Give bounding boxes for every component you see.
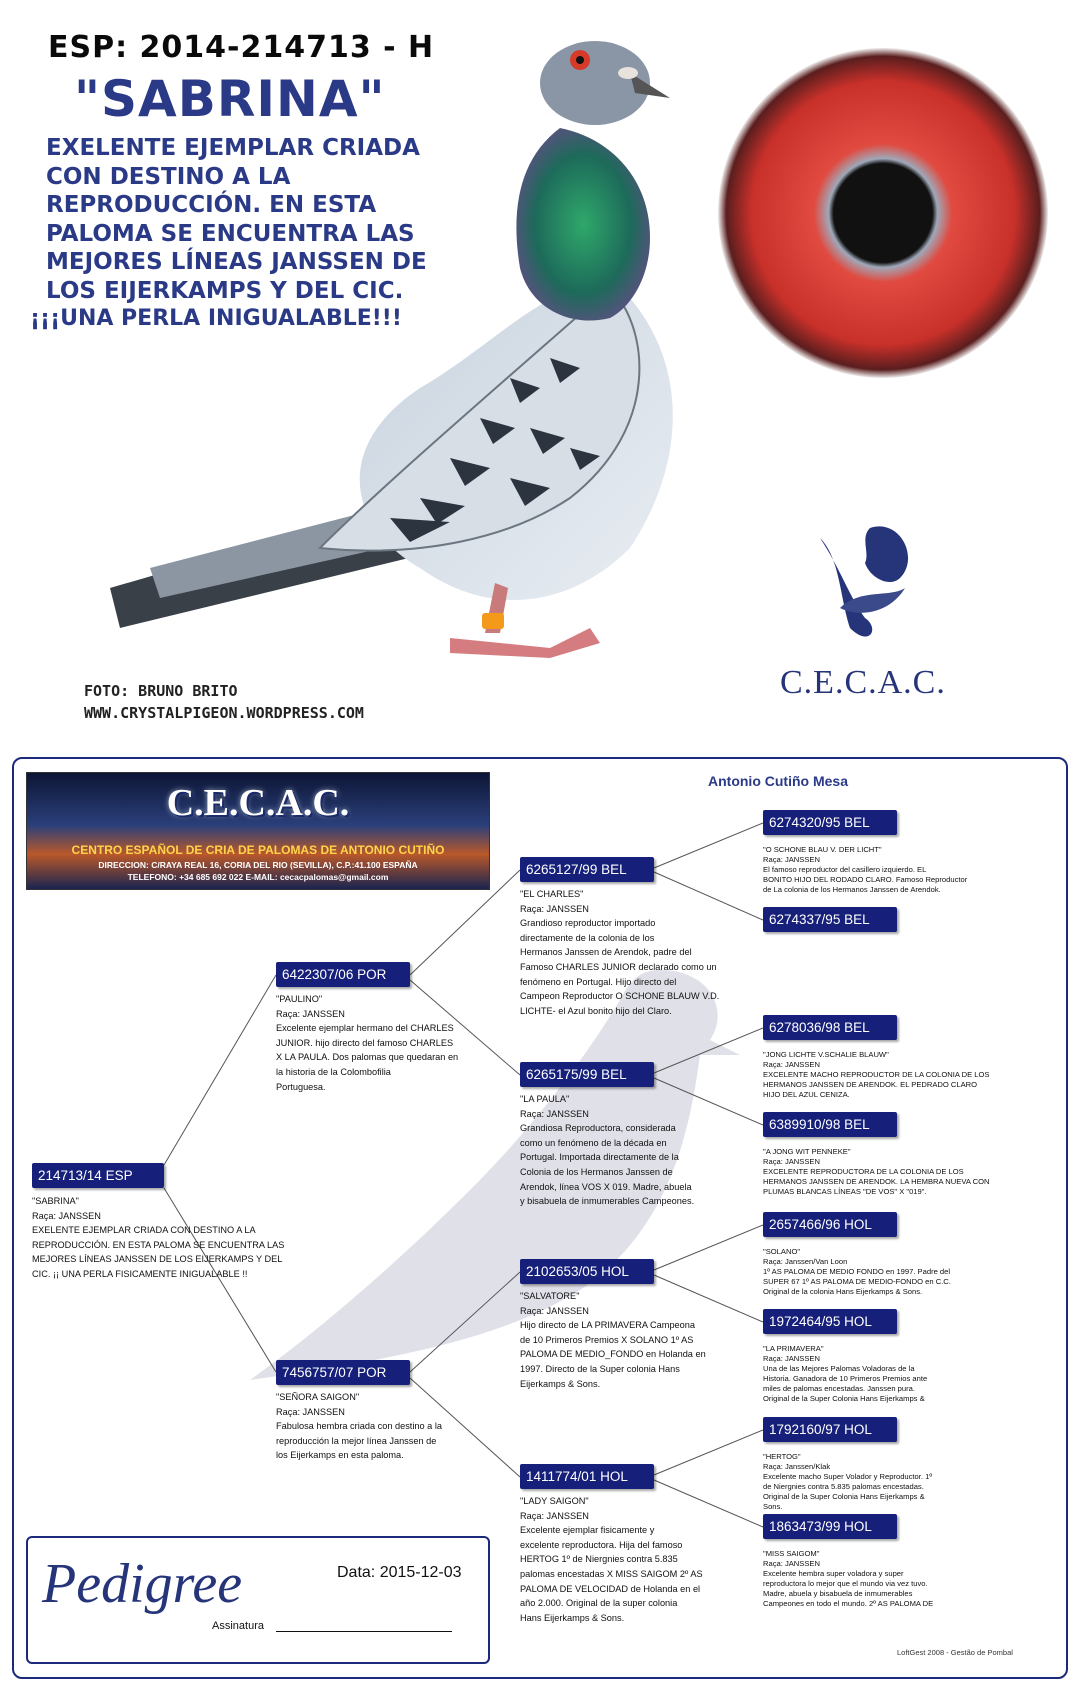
info-line: PLUMAS BLANCAS LÍNEAS "DE VOS" X "019". [763,1187,927,1196]
info-line: "HERTOG" [763,1452,801,1461]
cecac-banner [26,772,490,890]
info-line: "LA PAULA" [520,1094,570,1104]
info-line: excelente reproductora. Hija del famoso [520,1539,683,1550]
pedigree-box-sire[interactable]: 6422307/06 POR [276,962,410,987]
info-line: Excelente hembra super voladora y super [763,1569,904,1578]
info-line: LICHTE- el Azul bonito hijo del Claro. [520,1005,672,1016]
info-line: fenómeno en Portugal. Hijo directo del [520,976,677,987]
pedigree-box-dsd[interactable]: 1972464/95 HOL [763,1309,897,1334]
info-line: Campeon Reproductor O SCHONE BLAUW V.D. [520,991,720,1002]
description-line: REPRODUCCIÓN. EN ESTA [46,192,377,218]
website-link[interactable]: WWW.CRYSTALPIGEON.WORDPRESS.COM [84,704,364,722]
info-line: "PAULINO" [276,994,323,1004]
pedigree-box-subject[interactable]: 214713/14 ESP [32,1163,164,1188]
info-line: "SABRINA" [32,1196,79,1206]
pedigree-box-dss[interactable]: 2657466/96 HOL [763,1212,897,1237]
info-line: EXELENTE EJEMPLAR CRIADA CON DESTINO A LA [32,1225,256,1236]
ring-number: ESP: 2014-214713 - H [48,30,435,65]
info-line: Raça: JANSSEN [520,1510,589,1521]
pedigree-info-subject [32,1194,342,1282]
pedigree-info-sire-sire [520,887,720,1018]
info-line: Original de la colonia Hans Eijerkamps & Sons. [763,1287,923,1296]
tagline: ¡¡¡UNA PERLA INIGUALABLE!!! [30,306,402,331]
info-line: Raça: JANSSEN [763,1354,820,1363]
info-line: REPRODUCCIÓN. EN ESTA PALOMA SE ENCUENTRA LAS [32,1239,285,1250]
info-line: reproducción la mejor línea Janssen de [276,1435,437,1446]
description-line: CON DESTINO A LA [46,163,291,190]
pedigree-info-dds [763,1452,1003,1512]
info-line: CIC. ¡¡ UNA PERLA FISICAMENTE INIGUALABLE !! [32,1268,248,1279]
info-line: Raça: JANSSEN [763,1559,820,1568]
signature-line[interactable] [276,1631,452,1632]
info-line: Una de las Mejores Palomas Voladoras de la [763,1364,915,1373]
info-line: "EL CHARLES" [520,889,584,899]
pedigree-title: Pedigree [42,1553,243,1615]
info-line: Original de la Super Colonia Hans Eijerkamps & [763,1492,925,1501]
info-line: MEJORES LÍNEAS JANSSEN DE LOS EIJERKAMPS Y DEL [32,1254,283,1265]
info-line: como un fenómeno de la década en [520,1137,667,1148]
pedigree-box-ssd[interactable]: 6274337/95 BEL [763,907,897,932]
info-line: Excelente ejemplar hermano del CHARLES [276,1023,454,1034]
pedigree-info-dam [276,1390,466,1463]
banner-subtitle: CENTRO ESPAÑOL DE CRIA DE PALOMAS DE ANTONIO CUTIÑO [71,843,445,857]
info-line: Excelente macho Super Volador y Reproductor. 1º [763,1472,933,1481]
description-line: PALOMA SE ENCUENTRA LAS [46,220,415,247]
info-line: Hans Eijerkamps & Sons. [520,1612,625,1623]
pedigree-box-sdd[interactable]: 6389910/98 BEL [763,1112,897,1137]
info-line: Raça: Janssen/Van Loon [763,1257,848,1266]
info-line: BONITO HIJO DEL RODADO CLARO. Famoso Reproductor [763,875,968,884]
info-line: Original de la Super Colonia Hans Eijerkamps & [763,1394,925,1403]
pedigree-box-dam-sire[interactable]: 2102653/05 HOL [520,1259,654,1284]
info-line: 1º AS PALOMA DE MEDIO FONDO en 1997. Padre del [763,1267,951,1276]
pedigree-date: Data: 2015-12-03 [337,1564,462,1581]
info-line: Raça: JANSSEN [32,1210,101,1221]
info-line: Raça: JANSSEN [520,1305,589,1316]
info-line: X LA PAULA. Dos palomas que quedaran en [276,1052,459,1063]
signature-label: Assinatura [212,1620,264,1632]
pedigree-box-sire-dam[interactable]: 6265175/99 BEL [520,1062,654,1087]
description-line: MEJORES LÍNEAS JANSSEN DE [46,249,427,275]
pedigree-box-dds[interactable]: 1792160/97 HOL [763,1417,897,1442]
info-line: Portugal. Importada directamente de la [520,1152,679,1163]
info-line: Madre, abuela y bisabuela de inmumerables [763,1589,913,1598]
software-credit: LoftGest 2008 - Gestão de Pombal [897,1648,1013,1657]
info-line: "SOLANO" [763,1247,801,1256]
pedigree-info-dss [763,1247,1003,1297]
info-line: JUNIOR. hijo directo del famoso CHARLES [276,1037,454,1048]
pedigree-info-dam-sire [520,1289,720,1391]
info-line: EXCELENTE MACHO REPRODUCTOR DE LA COLONIA DE LOS [763,1070,990,1079]
info-line: PALOMA DE MEDIO_FONDO en Holanda en [520,1349,706,1360]
info-line: El famoso reproductor del casillero izquierdo. EL [763,865,927,874]
info-line: reproductora lo mejor que el mundo via vez tuvo. [763,1579,928,1588]
pedigree-box-sire-sire[interactable]: 6265127/99 BEL [520,857,654,882]
pedigree-info-dsd [763,1344,1003,1404]
banner-contact-line: TELEFONO: +34 685 692 022 E-MAIL: cecacpalomas@gmail.com [127,872,389,882]
info-line: Grandioso reproductor importado [520,918,656,929]
pedigree-info-sss [763,845,1003,895]
info-line: de La colonia de los Hermanos Janssen de Arendok. [763,885,941,894]
info-line: Raça: JANSSEN [520,903,589,914]
info-line: Campeones en todo el mundo. 2º AS PALOMA DE [763,1599,934,1608]
info-line: Raça: JANSSEN [763,1157,820,1166]
info-line: Raça: JANSSEN [763,1060,820,1069]
info-line: palomas encestadas X MISS SAIGOM 2º AS [520,1568,703,1579]
info-line: Arendok, línea VOS X 019. Madre, abuela [520,1181,692,1192]
pedigree-box-dam[interactable]: 7456757/07 POR [276,1360,410,1385]
info-line: Excelente ejemplar fisicamente y [520,1525,655,1536]
info-line: "O SCHONE BLAU V. DER LICHT" [763,845,882,854]
info-line: "LADY SAIGON" [520,1496,589,1506]
info-line: miles de palomas encestadas. Janssen pura. [763,1384,915,1393]
logo-text: C.E.C.A.C. [780,664,946,701]
info-line: Fabulosa hembra criada con destino a la [276,1421,442,1432]
info-line: 1997. Directo de la Super colonia Hans [520,1363,680,1374]
info-line: Hijo directo de LA PRIMAVERA Campeona [520,1320,695,1331]
pedigree-info-sire-dam [520,1092,720,1209]
info-line: HIJO DEL AZUL CENIZA. [763,1090,850,1099]
info-line: HERMANOS JANSSEN DE ARENDOK. EL PEDRADO CLARO [763,1080,978,1089]
banner-address [27,859,489,883]
info-line: "JONG LICHTE V.SCHALIE BLAUW" [763,1050,889,1059]
info-line: HERTOG 1º de Niergnies contra 5.835 [520,1554,678,1565]
info-line: Raça: JANSSEN [520,1108,589,1119]
pedigree-info-ddd [763,1549,1003,1609]
info-line: Historia. Ganadora de 10 Primeros Premios ante [763,1374,928,1383]
info-line: Eijerkamps & Sons. [520,1378,601,1389]
pedigree-box-sds[interactable]: 6278036/98 BEL [763,1015,897,1040]
banner-title: C.E.C.A.C. [166,782,350,824]
info-line: PALOMA DE VELOCIDAD de Holanda en el [520,1583,701,1594]
info-line: "SEÑORA SAIGON" [276,1392,360,1402]
pedigree-info-sds [763,1050,1033,1100]
banner-address-line: DIRECCION: C/RAYA REAL 16, CORIA DEL RIO (SEVILLA), C.P.:41.100 ESPAÑA [98,860,418,870]
pedigree-info-sire [276,992,466,1094]
pedigree-info-sdd [763,1147,1033,1197]
info-line: año 2.000. Original de la super colonia [520,1598,678,1609]
info-line: Grandiosa Reproductora, considerada [520,1123,676,1134]
pedigree-box-dam-dam[interactable]: 1411774/01 HOL [520,1464,654,1489]
info-line: "LA PRIMAVERA" [763,1344,824,1353]
info-line: "A JONG WIT PENNEKE" [763,1147,851,1156]
info-line: Raça: Janssen/Klak [763,1462,831,1471]
info-line: Sons. [763,1502,783,1511]
info-line: Raça: JANSSEN [276,1406,345,1417]
info-line: Raça: JANSSEN [763,855,820,864]
info-line: "MISS SAIGOM" [763,1549,820,1558]
description-line: LOS EIJERKAMPS Y DEL CIC. [46,277,404,304]
pedigree-box-ddd[interactable]: 1863473/99 HOL [763,1514,897,1539]
description-line: EXELENTE EJEMPLAR CRIADA [46,135,420,161]
pedigree-info-dam-dam [520,1494,720,1625]
info-line: y bisabuela de inmumerables Campeones. [520,1196,695,1207]
info-line: de 10 Primeros Premios X SOLANO 1º AS [520,1334,694,1345]
info-line: Raça: JANSSEN [276,1008,345,1019]
info-line: EXCELENTE REPRODUCTORA DE LA COLONIA DE LOS [763,1167,964,1176]
info-line: Colonia de los Hermanos Janssen de [520,1166,673,1177]
info-line: Hermanos Janssen de Arendok, padre del [520,947,692,958]
info-line: "SALVATORE" [520,1291,580,1301]
info-line: de Niergnies contra 5.835 palomas encestadas. [763,1482,924,1491]
info-line: la historia de la Colombofilia [276,1066,391,1077]
pigeon-name: "SABRINA" [74,70,386,128]
pedigree-box-sss[interactable]: 6274320/95 BEL [763,810,897,835]
info-line: HERMANOS JANSSEN DE ARENDOK. LA HEMBRA NUEVA CON [763,1177,990,1186]
owner-name: Antonio Cutiño Mesa [708,773,848,789]
info-line: SUPER 67 1º AS PALOMA DE MEDIO-FONDO en C.C. [763,1277,951,1286]
info-line: Famoso CHARLES JUNIOR declarado como un [520,961,717,972]
info-line: directamente de la colonia de los [520,932,655,943]
photographer: FOTO: BRUNO BRITO [84,682,238,700]
info-line: los Eijerkamps en esta paloma. [276,1450,404,1461]
info-line: Portuguesa. [276,1081,326,1092]
